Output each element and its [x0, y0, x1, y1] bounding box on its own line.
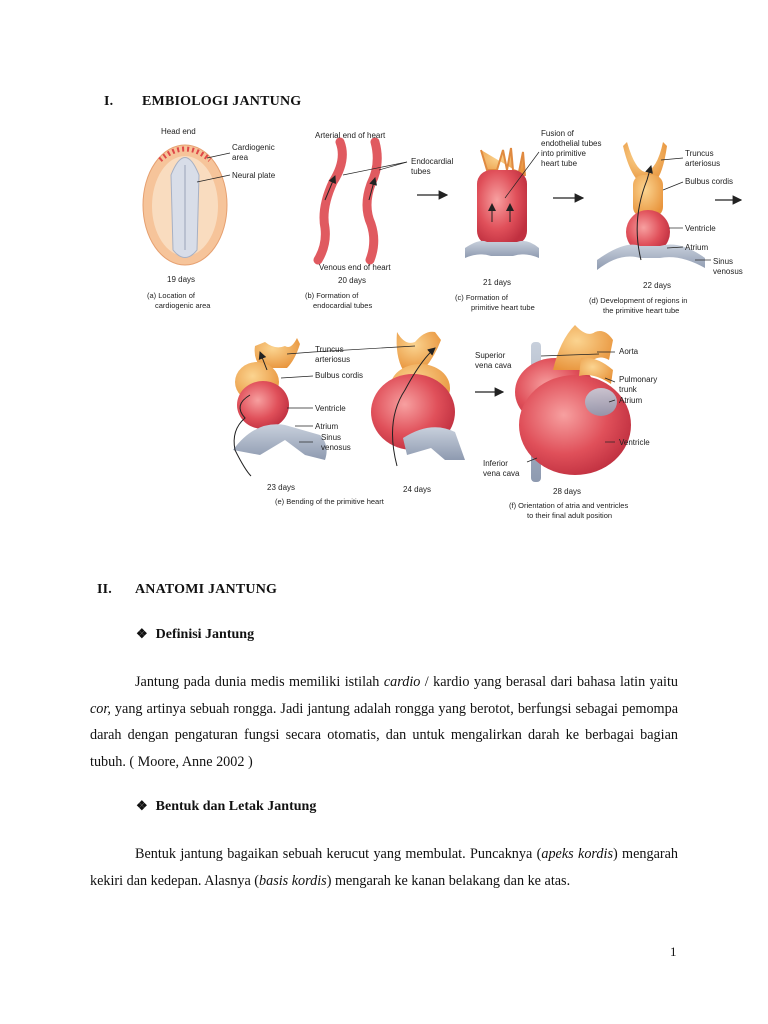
page-number: 1 — [670, 944, 677, 959]
panel-e-ventricle-label: Ventricle — [315, 404, 346, 413]
panel-f-caption-1: (f) Orientation of atria and ventricles — [509, 501, 629, 510]
para2-text-1: Bentuk jantung bagaikan sebuah kerucut yang membulat. Puncaknya ( — [135, 846, 542, 862]
diamond-bullet-icon: ❖ — [136, 798, 148, 813]
heart-embryology-figure — [135, 120, 755, 525]
para1-italic-2: cor, — [90, 700, 111, 717]
panel-d-sinus-label: Sinus — [713, 257, 734, 266]
para1-italic-1: cardio — [383, 674, 421, 690]
para1-text-3: yang artinya sebuah rongga. Jadi jantung adalah rongga yang berotot, berfungsi sebagai pemompa darah dengan pengaturan fungsi secara otomatis, dan untuk mengalirkan darah ke berbagai bagian tubuh. ( Moore, Anne 2002 ) — [90, 700, 678, 770]
panel-d-atrium-label: Atrium — [685, 243, 709, 252]
panel-f-atrium-label: Atrium — [619, 396, 643, 405]
panel-d-caption-1: (d) Development of regions in — [589, 296, 688, 305]
panel-a-neural-label: Neural plate — [232, 171, 276, 180]
panel-a-cardiogenic-label: Cardiogenic — [232, 143, 275, 152]
panel-f-svc-label-2: vena cava — [475, 361, 512, 370]
panel-e-days-24: 24 days — [403, 485, 432, 494]
section-1-title: EMBIOLOGI JANTUNG — [142, 94, 302, 109]
panel-e-atrium-label: Atrium — [315, 422, 339, 431]
panel-f-svc-label: Superior — [475, 351, 506, 360]
subheading-bentuk-letak — [136, 798, 316, 815]
panel-e-days-23: 23 days — [267, 483, 296, 492]
para2-italic-2: basis kordis — [259, 872, 327, 889]
panel-f-aorta-label: Aorta — [619, 347, 639, 356]
para1-text-1: Jantung pada dunia medis memiliki istilah — [135, 674, 384, 690]
panel-e-truncus-label-2: arteriosus — [315, 355, 351, 364]
subheading-bentuk-letak-title: Bentuk dan Letak Jantung — [155, 799, 317, 814]
panel-e-sinus-label: Sinus — [321, 433, 342, 442]
panel-b-caption-1: (b) Formation of — [305, 291, 359, 300]
panel-c-caption-1: (c) Formation of — [455, 293, 508, 302]
panel-f — [475, 325, 657, 520]
panel-a-cardiogenic-label-2: area — [232, 153, 249, 162]
panel-c-fusion-label-2: endothelial tubes — [541, 139, 602, 148]
panel-b-arterial-label: Arterial end of heart — [315, 131, 386, 140]
panel-c-fusion-label-4: heart tube — [541, 159, 578, 168]
panel-b-caption-2: endocardial tubes — [313, 301, 373, 310]
panel-f-caption-2: to their final adult position — [527, 511, 613, 520]
panel-b — [305, 131, 453, 310]
panel-f-days: 28 days — [553, 487, 582, 496]
panel-f-ventricle-label: Ventricle — [619, 438, 650, 447]
panel-a-caption-1: (a) Location of — [147, 291, 195, 300]
panel-d-days: 22 days — [643, 281, 672, 290]
section-1-number: I. — [104, 94, 114, 109]
panel-f-ivc-label: Inferior — [483, 459, 508, 468]
panel-b-endocardial-label: Endocardial — [411, 157, 454, 166]
panel-d-truncus-label: Truncus — [685, 149, 714, 158]
panel-b-endocardial-label-2: tubes — [411, 167, 431, 176]
panel-e-caption: (e) Bending of the primitive heart — [275, 497, 384, 506]
subheading-definisi — [136, 626, 254, 643]
panel-b-days: 20 days — [338, 276, 367, 285]
section-1-heading — [104, 94, 301, 110]
panel-c-caption-2: primitive heart tube — [471, 303, 535, 312]
section-2-number: II. — [97, 582, 112, 597]
section-2-heading — [97, 582, 277, 598]
panel-d-sinus-label-2: venosus — [713, 267, 743, 276]
para2-italic-1: apeks kordis — [541, 846, 613, 862]
diamond-bullet-icon: ❖ — [136, 626, 148, 641]
panel-a-head-label: Head end — [161, 127, 196, 136]
panel-d-bulbus-label: Bulbus cordis — [685, 177, 734, 186]
panel-e — [233, 332, 465, 506]
panel-d-caption-2: the primitive heart tube — [603, 306, 680, 315]
para2-text-3: ) mengarah ke kanan belakang dan ke atas. — [326, 872, 571, 889]
subheading-definisi-title: Definisi Jantung — [155, 627, 255, 642]
para2-text-2: ) mengarah kekiri dan kedepan. Alasnya ( — [90, 846, 678, 889]
paragraph-bentuk-letak — [90, 841, 678, 894]
panel-d — [589, 142, 743, 315]
panel-b-venous-label: Venous end of heart — [319, 263, 391, 272]
panel-e-truncus-label: Truncus — [315, 345, 344, 354]
section-2-title: ANATOMI JANTUNG — [135, 582, 278, 597]
panel-c-fusion-label-3: into primitive — [541, 149, 586, 158]
panel-e-bulbus-label: Bulbus cordis — [315, 371, 364, 380]
panel-f-ivc-label-2: vena cava — [483, 469, 520, 478]
panel-e-sinus-label-2: venosus — [321, 443, 351, 452]
panel-c — [455, 129, 602, 312]
panel-a — [143, 127, 276, 310]
panel-d-truncus-label-2: arteriosus — [685, 159, 721, 168]
panel-a-caption-2: cardiogenic area — [155, 301, 211, 310]
panel-f-pulmonary-label-2: trunk — [619, 385, 637, 394]
paragraph-definisi — [90, 669, 678, 775]
panel-a-days: 19 days — [167, 275, 196, 284]
panel-c-days: 21 days — [483, 278, 512, 287]
para1-text-2: / kardio yang berasal dari bahasa latin yaitu — [420, 674, 679, 690]
panel-c-fusion-label: Fusion of — [541, 129, 574, 138]
panel-f-pulmonary-label: Pulmonary — [619, 375, 658, 384]
panel-d-ventricle-label: Ventricle — [685, 224, 716, 233]
